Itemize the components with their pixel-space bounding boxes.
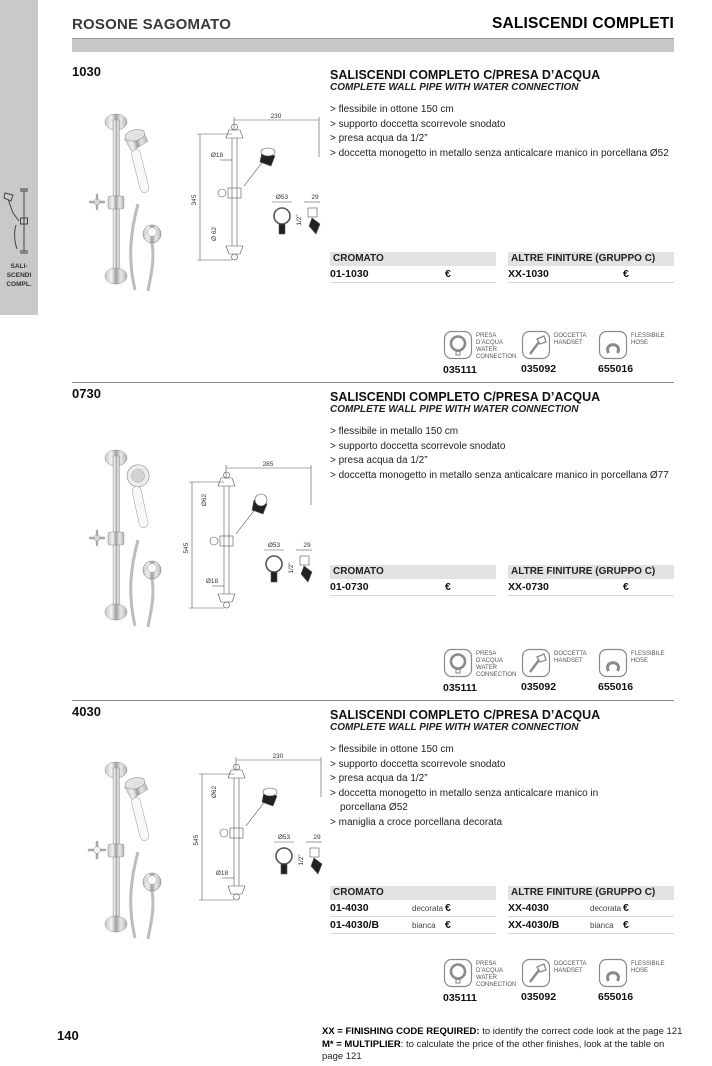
water-connection-icon [443, 648, 473, 678]
price-row [508, 579, 674, 596]
component-water-connection [443, 648, 519, 694]
dim-thread: 1/2” [288, 562, 295, 574]
component-hose [598, 648, 674, 693]
dim-lower: Ø18 [205, 578, 219, 585]
component-code: 035092 [521, 681, 557, 693]
component-label-line: WATER [476, 975, 497, 981]
variant-label: decorata [590, 903, 622, 913]
footnote-text: to identify the correct code look at the page 121 [479, 1026, 683, 1037]
feature-item: > flessibile in metallo 150 cm [330, 426, 459, 437]
component-label-line: CONNECTION [476, 982, 517, 988]
component-labels [476, 958, 519, 989]
hose-icon [598, 330, 628, 360]
currency-symbol: € [445, 902, 451, 914]
currency-symbol: € [623, 581, 629, 593]
footnote-bold: XX = FINISHING CODE REQUIRED: [322, 1026, 480, 1037]
price-table-header: ALTRE FINITURE (GRUPPO C) [508, 565, 674, 579]
component-label-line: CONNECTION [476, 672, 517, 678]
price-table-cromato [330, 886, 496, 934]
component-label-line: HANDSET [554, 340, 583, 346]
hose-icon [598, 648, 628, 678]
component-label-line: PRESA D’ACQUA [476, 961, 504, 974]
handset-icon [521, 330, 551, 360]
component-code: 035111 [443, 992, 477, 1004]
price-row [508, 900, 674, 917]
feature-item: > supporto doccetta scorrevole snodato [330, 118, 506, 130]
feature-list [330, 743, 612, 830]
article-code: 01-4030 [330, 902, 369, 914]
currency-symbol: € [623, 902, 629, 914]
product-photo [80, 108, 185, 298]
product-section-4030 [72, 700, 674, 1030]
currency-symbol: € [445, 268, 451, 280]
technical-drawing [186, 752, 328, 915]
page-title-left: ROSONE SAGOMATO [72, 16, 232, 33]
component-code: 035092 [521, 363, 557, 375]
component-label-line: FLESSIBILE [631, 651, 665, 657]
component-handset [521, 330, 597, 375]
product-section-0730 [72, 382, 674, 700]
price-table-header: CROMATO [330, 252, 496, 266]
currency-symbol: € [623, 919, 629, 931]
section-title: SALISCENDI COMPLETO C/PRESA D’ACQUA [330, 68, 601, 82]
dim-top-width: 285 [262, 461, 274, 468]
footnote-finishing-code [322, 1026, 684, 1039]
product-photo [80, 444, 185, 634]
page-title-right: SALISCENDI COMPLETI [491, 15, 674, 32]
article-code: XX-4030/B [508, 919, 560, 931]
water-connection-icon [443, 958, 473, 988]
feature-item: > doccetta monogetto in metallo senza anticalcare manico in porcellana Ø77 [330, 469, 669, 481]
page-number: 140 [57, 1028, 79, 1043]
component-label-line: HANDSET [554, 658, 583, 664]
component-code: 655016 [598, 363, 634, 375]
dim-upper: Ø18 [210, 152, 224, 159]
currency-symbol: € [623, 268, 629, 280]
dim-outlet: Ø53 [267, 542, 281, 549]
footnote-multiplier [322, 1039, 684, 1064]
article-code: 01-1030 [330, 268, 369, 280]
sidebar-category-tab [0, 0, 38, 315]
price-table-altre-finiture [508, 252, 674, 283]
dim-top-width: 230 [270, 113, 282, 120]
feature-item: > doccetta monogetto in metallo senza anticalcare manico in porcellana Ø52 [330, 147, 669, 159]
component-labels [554, 648, 587, 665]
component-code: 035092 [521, 991, 557, 1003]
footnotes [322, 1026, 684, 1064]
price-table-header: ALTRE FINITURE (GRUPPO C) [508, 252, 674, 266]
component-label-line: FLESSIBILE [631, 333, 665, 339]
dim-lower: Ø 62 [211, 226, 218, 242]
section-title: SALISCENDI COMPLETO C/PRESA D’ACQUA [330, 390, 601, 404]
article-code: 01-0730 [330, 581, 369, 593]
component-labels [476, 648, 519, 679]
currency-symbol: € [445, 581, 451, 593]
component-labels [631, 648, 665, 665]
component-handset [521, 958, 597, 1003]
price-table-header: ALTRE FINITURE (GRUPPO C) [508, 886, 674, 900]
article-code: XX-0730 [508, 581, 549, 593]
section-subtitle: COMPLETE WALL PIPE WITH WATER CONNECTION [330, 722, 579, 733]
price-row [330, 579, 496, 596]
component-label-line: HOSE [631, 340, 649, 346]
product-code: 1030 [72, 64, 101, 79]
feature-item: > doccetta monogetto in metallo senza anticalcare manico in porcellana Ø52 [330, 787, 599, 813]
dim-depth: 29 [303, 542, 311, 549]
price-table-cromato [330, 252, 496, 283]
component-code: 035111 [443, 682, 477, 694]
component-label-line: HOSE [631, 968, 649, 974]
component-label-line: HOSE [631, 658, 649, 664]
shower-rail-icon [3, 185, 35, 264]
component-label-line: HANDSET [554, 968, 583, 974]
variant-label: decorata [412, 903, 444, 913]
component-hose [598, 330, 674, 375]
sidebar-label-line: COMPL. [6, 281, 32, 288]
product-code: 4030 [72, 704, 101, 719]
component-hose [598, 958, 674, 1003]
feature-item: > flessibile in ottone 150 cm [330, 744, 454, 755]
article-code: XX-4030 [508, 902, 549, 914]
price-row [330, 900, 496, 917]
component-label-line: CONNECTION [476, 354, 517, 360]
article-code: 01-4030/B [330, 919, 380, 931]
component-label-line: DOCCETTA [554, 961, 587, 967]
dim-upper: Ø62 [211, 785, 218, 799]
price-table-altre-finiture [508, 565, 674, 596]
dim-lower: Ø18 [215, 870, 229, 877]
dim-depth: 29 [311, 194, 319, 201]
dim-outlet: Ø53 [277, 834, 291, 841]
component-label-line: PRESA D’ACQUA [476, 651, 504, 664]
footnote-bold: M* = MULTIPLIER [322, 1038, 401, 1050]
component-code: 035111 [443, 364, 477, 376]
price-table-altre-finiture [508, 886, 674, 934]
feature-item: > presa acqua da 1/2” [330, 133, 428, 144]
component-label-line: WATER [476, 347, 497, 353]
price-row [330, 266, 496, 283]
feature-item: > supporto doccetta scorrevole snodato [330, 440, 506, 452]
dim-height: 545 [183, 542, 190, 554]
technical-drawing [184, 112, 326, 275]
sidebar-category-label [0, 262, 38, 289]
section-title: SALISCENDI COMPLETO C/PRESA D’ACQUA [330, 708, 601, 722]
dim-height: 345 [191, 194, 198, 206]
component-code: 655016 [598, 681, 634, 693]
variant-label: bianca [590, 920, 614, 930]
component-labels [631, 958, 665, 975]
component-labels [554, 330, 587, 347]
dim-thread: 1/2” [298, 854, 305, 866]
component-label-line: DOCCETTA [554, 333, 587, 339]
dim-outlet: Ø53 [275, 194, 289, 201]
product-section-1030 [72, 60, 674, 382]
sidebar-label-line: SALI- [10, 263, 28, 270]
section-subtitle: COMPLETE WALL PIPE WITH WATER CONNECTION [330, 404, 579, 415]
component-water-connection [443, 330, 519, 376]
footnote-text: : to calculate the price of the other finishes, look at the table on page 121 [322, 1038, 665, 1062]
component-label-line: FLESSIBILE [631, 961, 665, 967]
dim-height: 545 [193, 834, 200, 846]
component-label-line: DOCCETTA [554, 651, 587, 657]
feature-item: > presa acqua da 1/2” [330, 455, 428, 466]
feature-item: > supporto doccetta scorrevole snodato [330, 758, 506, 770]
header-bar [72, 38, 674, 52]
dim-depth: 29 [313, 834, 321, 841]
component-label-line: PRESA D’ACQUA [476, 333, 504, 346]
feature-item: > presa acqua da 1/2” [330, 773, 428, 784]
variant-label: bianca [412, 920, 436, 930]
dim-thread: 1/2” [296, 214, 303, 226]
component-labels [554, 958, 587, 975]
feature-list [330, 103, 676, 161]
product-photo [80, 756, 185, 946]
component-code: 655016 [598, 991, 634, 1003]
section-subtitle: COMPLETE WALL PIPE WITH WATER CONNECTION [330, 82, 579, 93]
feature-item: > flessibile in ottone 150 cm [330, 104, 454, 115]
dim-upper: Ø62 [201, 493, 208, 507]
feature-list [330, 425, 676, 483]
component-label-line: WATER [476, 665, 497, 671]
price-table-cromato [330, 565, 496, 596]
component-water-connection [443, 958, 519, 1004]
price-table-header: CROMATO [330, 565, 496, 579]
component-handset [521, 648, 597, 693]
component-labels [476, 330, 519, 361]
price-row [508, 266, 674, 283]
product-code: 0730 [72, 386, 101, 401]
handset-icon [521, 958, 551, 988]
hose-icon [598, 958, 628, 988]
handset-icon [521, 648, 551, 678]
dim-top-width: 230 [272, 753, 284, 760]
price-table-header: CROMATO [330, 886, 496, 900]
component-labels [631, 330, 665, 347]
feature-item: > maniglia a croce porcellana decorata [330, 816, 503, 828]
article-code: XX-1030 [508, 268, 549, 280]
technical-drawing [176, 460, 318, 623]
price-row [508, 917, 674, 934]
currency-symbol: € [445, 919, 451, 931]
price-row [330, 917, 496, 934]
sidebar-label-line: SCENDI [6, 272, 32, 279]
water-connection-icon [443, 330, 473, 360]
